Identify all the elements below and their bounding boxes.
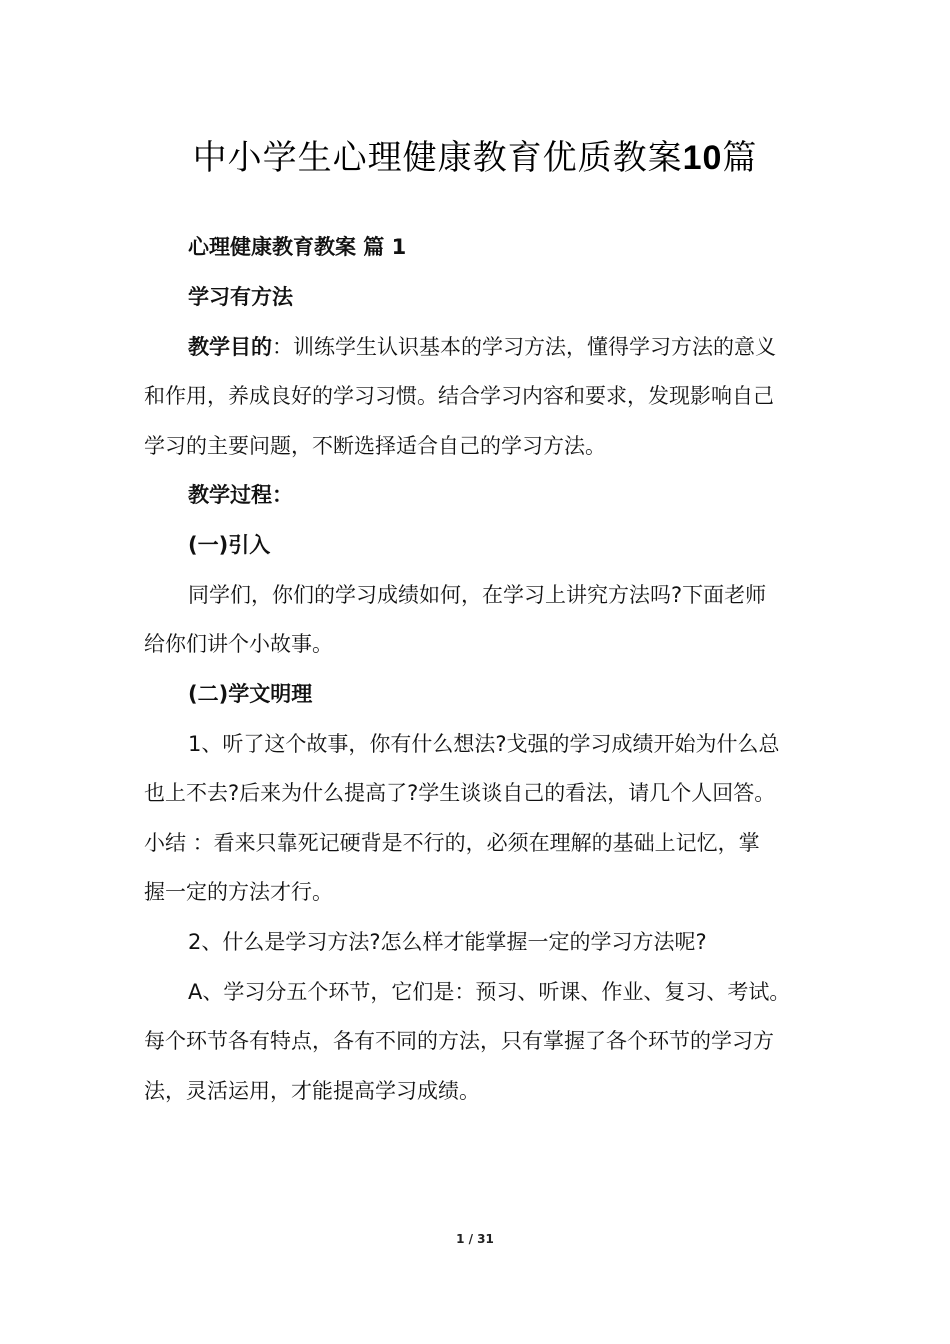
objective-label: 教学目的 <box>188 335 272 359</box>
q1-paragraph-line-4: 握一定的方法才行。 <box>144 880 333 904</box>
title-text: 中小学生心理健康教育优质教案 <box>192 138 683 178</box>
document-title <box>0 130 950 179</box>
objective-paragraph-line-2: 和作用，养成良好的学习习惯。结合学习内容和要求，发现影响自己 <box>144 384 774 408</box>
a-paragraph-line-1: A、学习分五个环节，它们是：预习、听课、作业、复习、考试。 <box>188 980 791 1004</box>
title-suffix: 篇 <box>722 138 758 178</box>
q1-paragraph-line-2: 也上不去?后来为什么提高了?学生谈谈自己的看法，请几个人回答。 <box>144 781 776 805</box>
q1-paragraph-line-3: 小结 ：看来只靠死记硬背是不行的，必须在理解的基础上记忆，掌 <box>144 831 760 855</box>
q1-paragraph-line-1: 1、听了这个故事，你有什么想法?戈强的学习成绩开始为什么总 <box>188 732 780 756</box>
part1-heading: (一)引入 <box>188 533 271 557</box>
objective-text: ：训练学生认识基本的学习方法，懂得学习方法的意义 <box>272 335 776 359</box>
objective-paragraph-line-1 <box>188 332 828 362</box>
part1-paragraph-line-1: 同学们，你们的学习成绩如何，在学习上讲究方法吗?下面老师 <box>188 583 767 607</box>
section-heading: 心理健康教育教案 篇 1 <box>188 235 407 259</box>
page-indicator: 1 / 31 <box>456 1232 494 1246</box>
part1-paragraph-line-2: 给你们讲个小故事。 <box>144 632 333 656</box>
process-heading: 教学过程： <box>188 483 293 507</box>
q2-paragraph: 2、什么是学习方法?怎么样才能掌握一定的学习方法呢? <box>188 930 707 954</box>
a-paragraph-line-2: 每个环节各有特点，各有不同的方法，只有掌握了各个环节的学习方 <box>144 1029 774 1053</box>
title-number: 10 <box>682 139 723 177</box>
lesson-title: 学习有方法 <box>188 285 293 309</box>
objective-paragraph-line-3: 学习的主要问题，不断选择适合自己的学习方法。 <box>144 434 606 458</box>
part2-heading: (二)学文明理 <box>188 682 313 706</box>
a-paragraph-line-3: 法，灵活运用，才能提高学习成绩。 <box>144 1079 480 1103</box>
